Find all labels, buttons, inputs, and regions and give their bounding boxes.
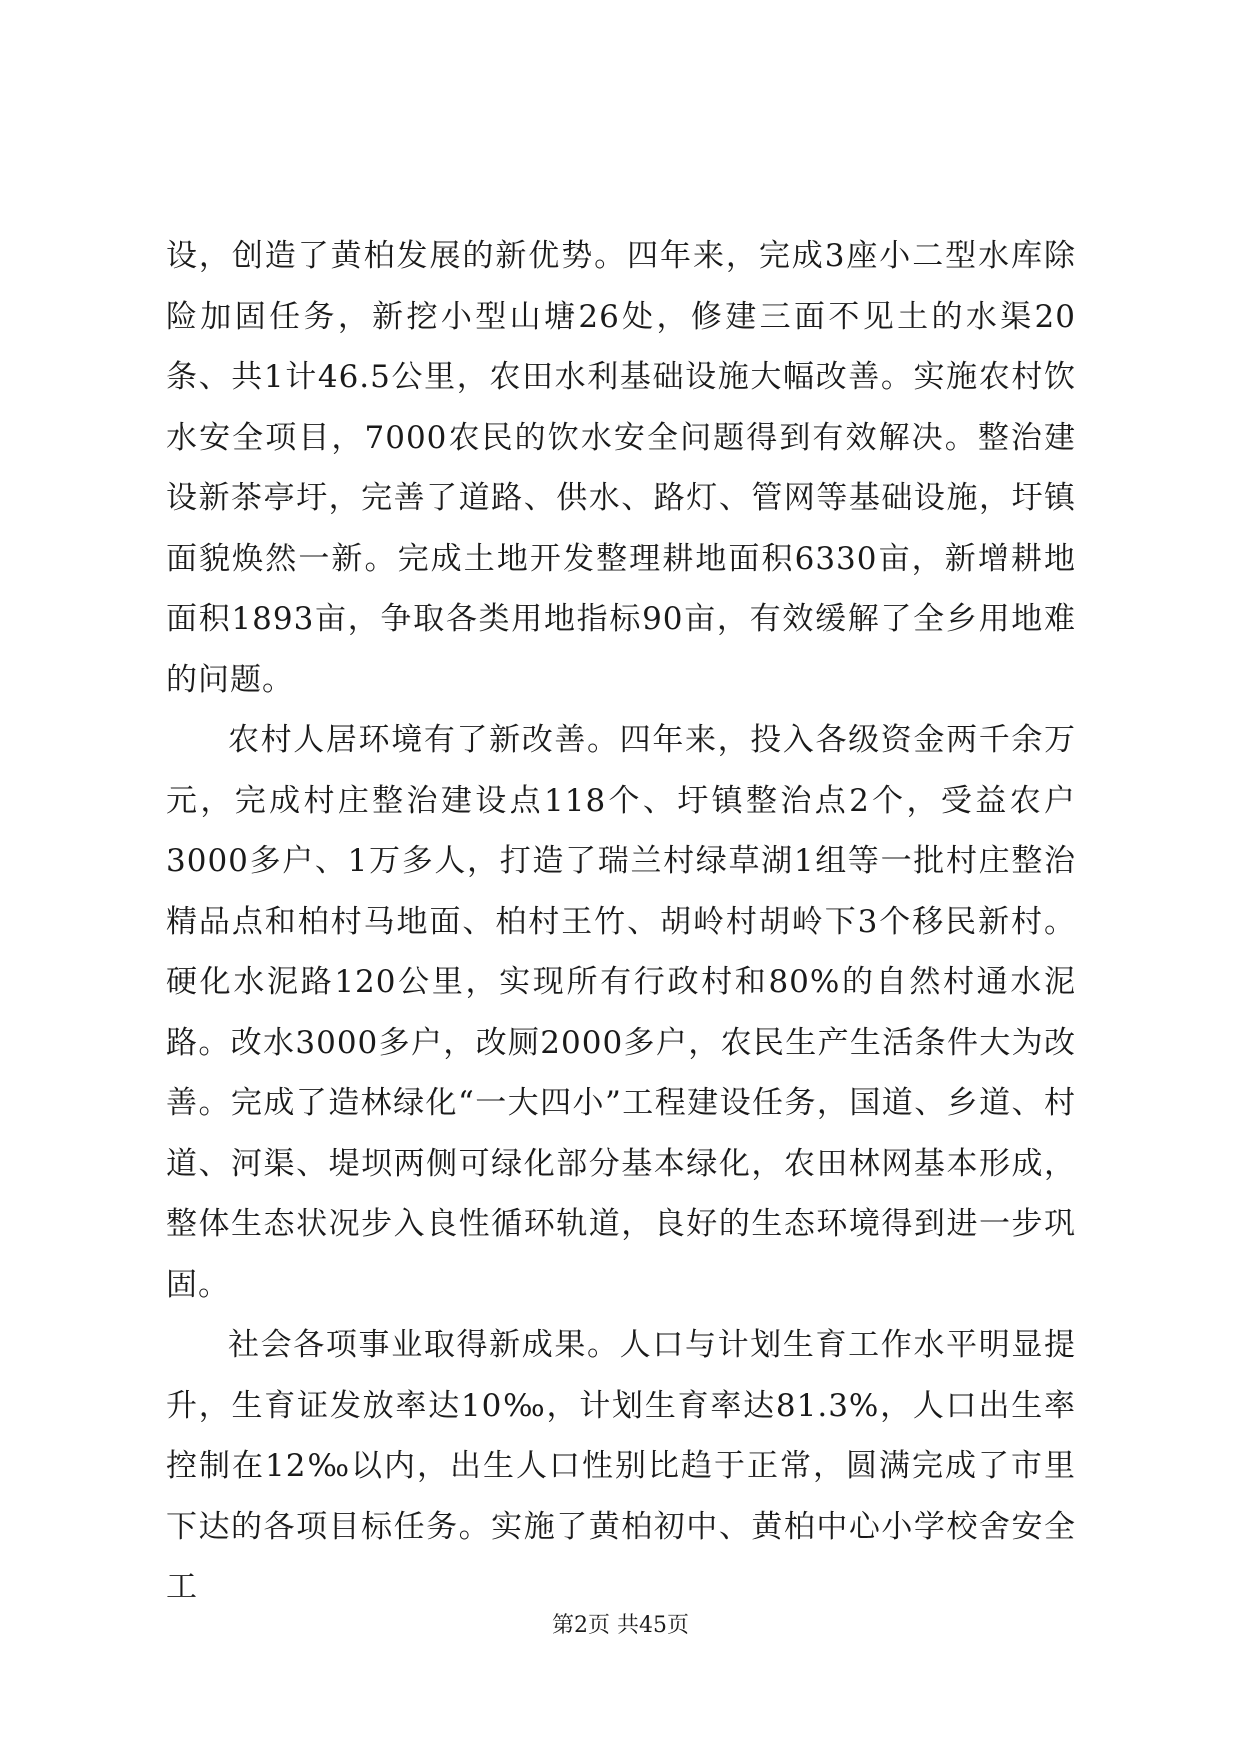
- paragraph-social-undertakings: 社会各项事业取得新成果。人口与计划生育工作水平明显提升，生育证发放率达10‰，计划生育率达81.3%，人口出生率控制在12‰以内，出生人口性别比趋于正常，圆满完成了市里下达的各项目标任务。实施了黄柏初中、黄柏中心小学校舍安全工: [166, 1327, 1076, 1605]
- document-body: [166, 226, 1076, 1618]
- paragraph-rural-environment: 农村人居环境有了新改善。四年来，投入各级资金两千余万元，完成村庄整治建设点118个、圩镇整治点2个，受益农户3000多户、1万多人，打造了瑞兰村绿草湖1组等一批村庄整治精品点和柏村马地面、柏村王竹、胡岭村胡岭下3个移民新村。硬化水泥路120公里，实现所有行政村和80%的自然村通水泥路。改水3000多户，改厕2000多户，农民生产生活条件大为改善。完成了造林绿化“一大四小”工程建设任务，国道、乡道、村道、河渠、堤坝两侧可绿化部分基本绿化，农田林网基本形成，整体生态状况步入良性循环轨道，良好的生态环境得到进一步巩固。: [166, 722, 1076, 1303]
- paragraph-water-infrastructure: 设，创造了黄柏发展的新优势。四年来，完成3座小二型水库除险加固任务，新挖小型山塘26处，修建三面不见土的水渠20条、共1计46.5公里，农田水利基础设施大幅改善。实施农村饮水安全项目，7000农民的饮水安全问题得到有效解决。整治建设新茶亭圩，完善了道路、供水、路灯、管网等基础设施，圩镇面貌焕然一新。完成土地开发整理耕地面积6330亩，新增耕地面积1893亩，争取各类用地指标90亩，有效缓解了全乡用地难的问题。: [166, 238, 1076, 698]
- page-number-footer: 第2页 共45页: [552, 1613, 689, 1638]
